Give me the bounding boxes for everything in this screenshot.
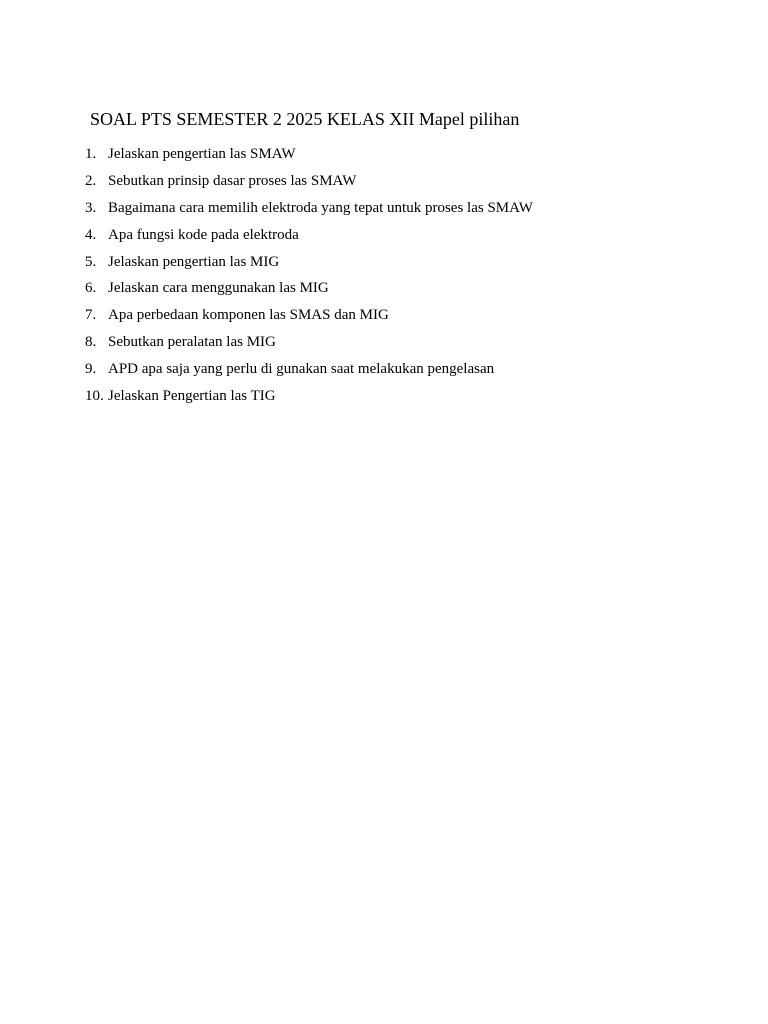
question-text: Jelaskan Pengertian las TIG <box>108 387 276 404</box>
question-number: 4. <box>85 226 97 243</box>
question-item <box>85 195 533 222</box>
question-text: APD apa saja yang perlu di gunakan saat melakukan pengelasan <box>108 361 495 378</box>
question-text: Jelaskan pengertian las MIG <box>108 253 280 270</box>
question-item <box>85 275 533 302</box>
question-item <box>85 329 533 356</box>
question-text: Jelaskan cara menggunakan las MIG <box>108 280 329 297</box>
question-number: 1. <box>85 145 97 162</box>
question-list <box>85 141 533 410</box>
question-text: Apa fungsi kode pada elektroda <box>108 226 299 243</box>
question-text: Jelaskan pengertian las SMAW <box>108 145 296 162</box>
question-item <box>85 222 533 249</box>
question-text: Apa perbedaan komponen las SMAS dan MIG <box>108 307 389 324</box>
question-number: 5. <box>85 253 97 270</box>
question-item <box>85 168 533 195</box>
question-number: 7. <box>85 307 97 324</box>
question-item <box>85 356 533 383</box>
document-title: SOAL PTS SEMESTER 2 2025 KELAS XII Mapel pilihan <box>90 109 520 129</box>
question-item <box>85 249 533 276</box>
question-item <box>85 383 533 410</box>
question-number: 10. <box>85 387 104 404</box>
question-number: 3. <box>85 199 97 216</box>
question-number: 6. <box>85 280 97 297</box>
question-item <box>85 302 533 329</box>
question-number: 8. <box>85 334 97 351</box>
question-number: 9. <box>85 361 97 378</box>
question-number: 2. <box>85 172 97 189</box>
question-text: Sebutkan peralatan las MIG <box>108 334 276 351</box>
question-item <box>85 141 533 168</box>
question-text: Bagaimana cara memilih elektroda yang tepat untuk proses las SMAW <box>108 199 533 216</box>
question-text: Sebutkan prinsip dasar proses las SMAW <box>108 172 357 189</box>
